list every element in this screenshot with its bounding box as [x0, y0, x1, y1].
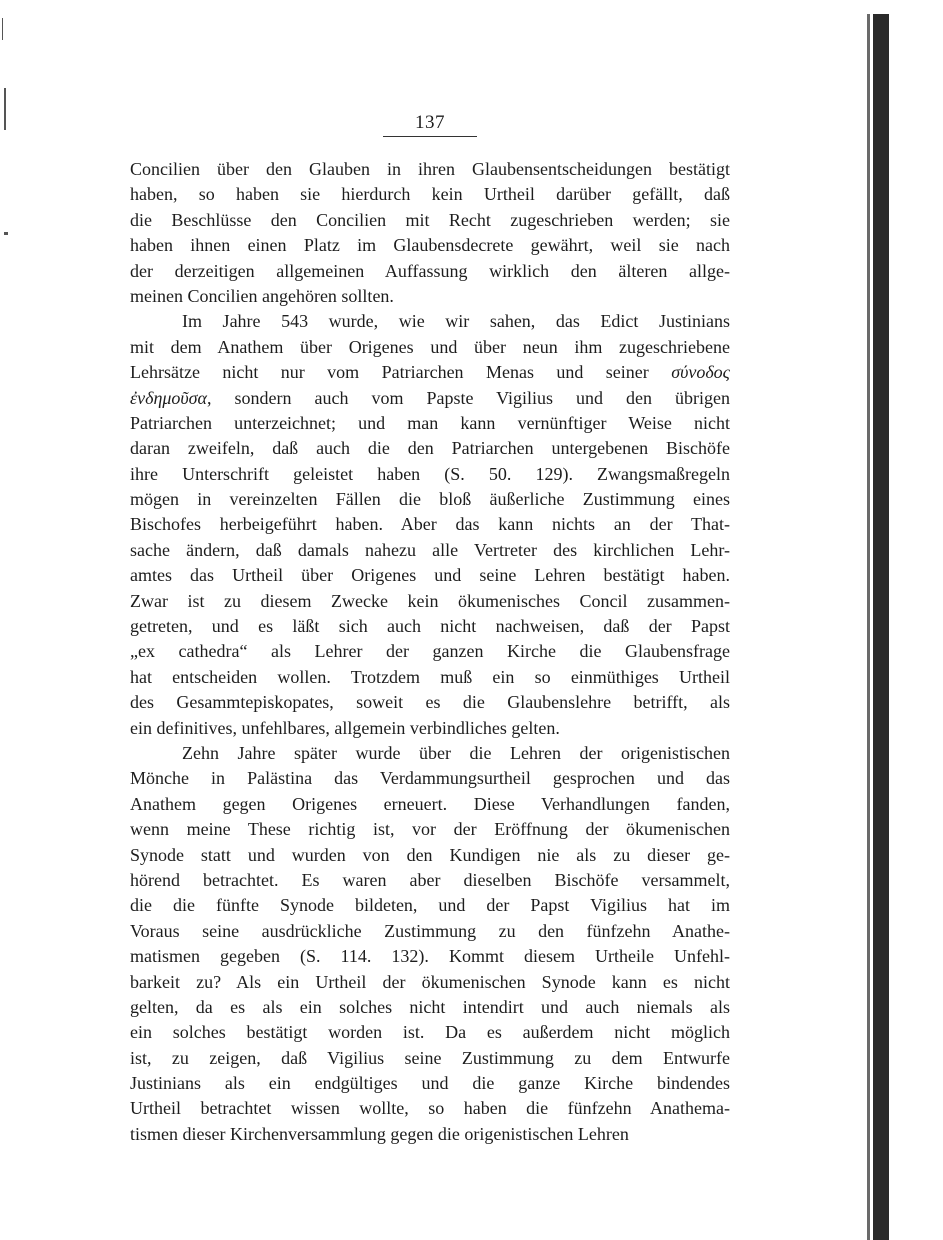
text-fragment: Lehrsätze nicht nur vom Patriarchen Menas und seiner: [130, 362, 672, 383]
text-fragment: , sondern auch vom Papste Vigilius und den übrigen: [207, 387, 730, 408]
text-line: die Beschlüsse den Concilien mit Recht zugeschrieben werden; sie: [130, 209, 730, 230]
text-line: des Gesammtepiskopates, soweit es die Glaubenslehre betrifft, als: [130, 692, 730, 713]
text-line: barkeit zu? Als ein Urtheil der ökumenischen Synode kann es nicht: [130, 971, 730, 992]
text-line: amtes das Urtheil über Origenes und seine Lehren bestätigt haben.: [130, 565, 730, 586]
greek-term: σύνοδος: [671, 362, 730, 383]
text-line: daran zweifeln, daß auch die den Patriarchen untergebenen Bischöfe: [130, 438, 730, 459]
text-line: Im Jahre 543 wurde, wie wir sahen, das Edict Justinians: [182, 311, 730, 332]
text-line: Zwar ist zu diesem Zwecke kein ökumenisches Concil zusammen-: [130, 590, 730, 611]
text-line: „ex cathedra“ als Lehrer der ganzen Kirche die Glaubensfrage: [130, 641, 730, 662]
text-line: hörend betrachtet. Es waren aber dieselben Bischöfe versammelt,: [130, 869, 730, 890]
text-line: Synode statt und wurden von den Kundigen nie als zu dieser ge-: [130, 844, 730, 865]
text-line: ein solches bestätigt worden ist. Da es außerdem nicht möglich: [130, 1022, 730, 1043]
text-line: gelten, da es als ein solches nicht intendirt und auch niemals als: [130, 996, 730, 1017]
text-line: Mönche in Palästina das Verdammungsurtheil gesprochen und das: [130, 768, 730, 789]
page-number-rule: [383, 136, 477, 137]
text-line: Patriarchen unterzeichnet; und man kann vernünftiger Weise nicht: [130, 412, 730, 433]
greek-term: ἐνδημοῦσα: [130, 387, 208, 408]
text-line: Justinians als ein endgültiges und die ganze Kirche bindendes: [130, 1073, 730, 1094]
text-line: Anathem gegen Origenes erneuert. Diese Verhandlungen fanden,: [130, 793, 730, 814]
text-line: haben ihnen einen Platz im Glaubensdecrete gewährt, weil sie nach: [130, 235, 730, 256]
text-line: [130, 360, 730, 385]
page-number: 137: [415, 112, 445, 133]
text-line: ein definitives, unfehlbares, allgemein verbindliches gelten.: [130, 717, 560, 738]
margin-mark: [4, 232, 8, 235]
book-spine-shadow: [873, 14, 889, 1240]
text-line: Concilien über den Glauben in ihren Glaubensentscheidungen bestätigt: [130, 159, 730, 179]
text-line: haben, so haben sie hierdurch kein Urtheil darüber gefällt, daß: [130, 184, 730, 205]
text-line: mögen in vereinzelten Fällen die bloß äußerliche Zustimmung eines: [130, 489, 730, 510]
margin-mark: [4, 88, 6, 130]
text-line: meinen Concilien angehören sollten.: [130, 285, 394, 306]
text-line: ist, zu zeigen, daß Vigilius seine Zustimmung zu dem Entwurfe: [130, 1047, 730, 1068]
text-line: getreten, und es läßt sich auch nicht nachweisen, daß der Papst: [130, 616, 730, 637]
margin-mark: [2, 18, 3, 40]
text-line: der derzeitigen allgemeinen Auffassung wirklich den älteren allge-: [130, 260, 730, 281]
text-line: tismen dieser Kirchenversammlung gegen die origenistischen Lehren: [130, 1123, 629, 1144]
text-line: matismen gegeben (S. 114. 132). Kommt diesem Urtheile Unfehl-: [130, 946, 730, 967]
text-line: mit dem Anathem über Origenes und über neun ihm zugeschriebene: [130, 336, 730, 357]
text-line: Urtheil betrachtet wissen wollte, so haben die fünfzehn Anathema-: [130, 1098, 730, 1119]
text-line: Voraus seine ausdrückliche Zustimmung zu den fünfzehn Anathe-: [130, 920, 730, 941]
text-line: ihre Unterschrift geleistet haben (S. 50. 129). Zwangsmaßregeln: [130, 463, 730, 484]
text-line: die die fünfte Synode bildeten, und der Papst Vigilius hat im: [130, 895, 730, 916]
body-text: [130, 157, 730, 1147]
text-line: hat entscheiden wollen. Trotzdem muß ein so einmüthiges Urtheil: [130, 666, 730, 687]
text-line: Bischofes herbeigeführt haben. Aber das kann nichts an der That-: [130, 514, 730, 535]
text-line: Zehn Jahre später wurde über die Lehren der origenistischen: [182, 742, 730, 763]
book-spine-edge: [867, 14, 870, 1240]
text-line: sache ändern, daß damals nahezu alle Vertreter des kirchlichen Lehr-: [130, 539, 730, 560]
text-line: wenn meine These richtig ist, vor der Eröffnung der ökumenischen: [130, 819, 730, 840]
text-line: [130, 386, 730, 411]
